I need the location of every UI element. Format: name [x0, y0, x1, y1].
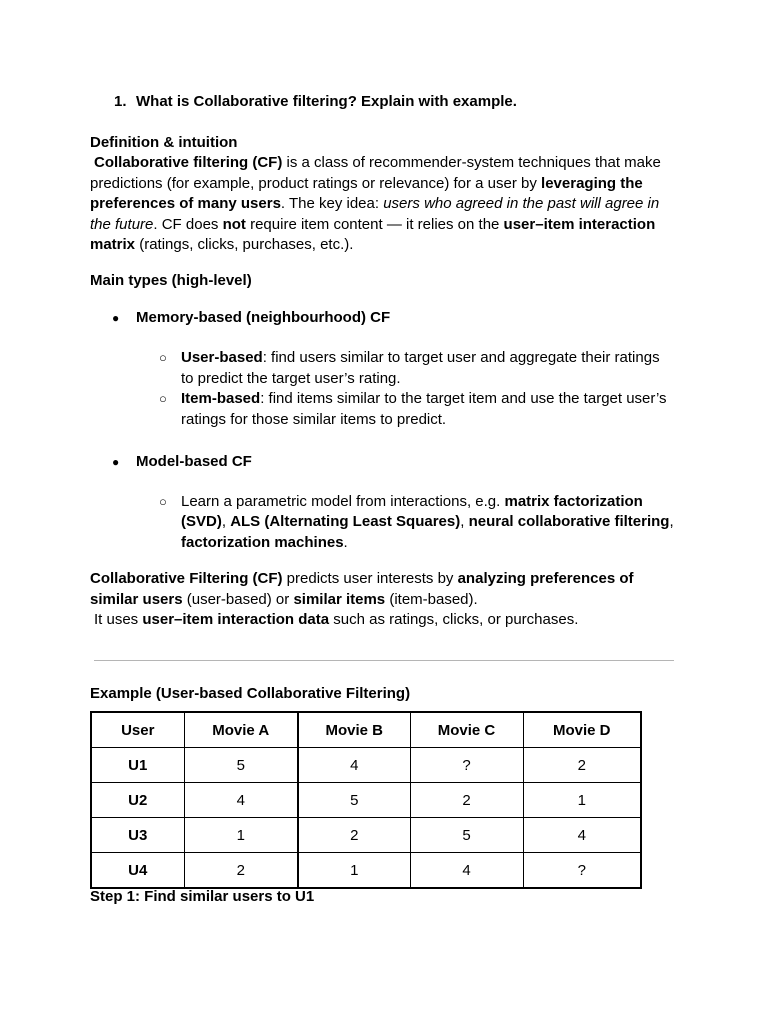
summary-line-3: It uses user–item interaction data such as ratings, clicks, or purchases.	[94, 611, 579, 628]
table-header: Movie B	[298, 712, 410, 748]
step-1-heading: Step 1: Find similar users to U1	[90, 888, 315, 905]
table-cell: 1	[523, 783, 641, 818]
definition-line-1: Collaborative filtering (CF) is a class of recommender-system techniques that make	[94, 154, 661, 171]
table-row	[91, 748, 641, 783]
model-line-2: (SVD), ALS (Alternating Least Squares), neural collaborative filtering,	[181, 513, 674, 530]
table-cell: 1	[298, 853, 410, 889]
item-based-line-2: ratings for those similar items to predict.	[181, 411, 447, 428]
user-based-line-1: User-based: find users similar to target user and aggregate their ratings	[181, 349, 660, 366]
table-row	[91, 853, 641, 889]
user-based-line-2: to predict the target user’s rating.	[181, 370, 401, 387]
table-cell: U4	[91, 853, 184, 889]
table-cell: ?	[523, 853, 641, 889]
sub-bullet-icon: ○	[159, 494, 167, 509]
question-title: What is Collaborative filtering? Explain with example.	[136, 93, 517, 110]
question-number: 1.	[114, 93, 127, 110]
bullet-icon: ●	[112, 455, 120, 469]
sub-bullet-icon: ○	[159, 391, 167, 406]
table-row	[91, 818, 641, 853]
table-cell: 4	[184, 783, 298, 818]
table-header: Movie D	[523, 712, 641, 748]
table-cell: 4	[410, 853, 523, 889]
item-based-line-1: Item-based: find items similar to the target item and use the target user’s	[181, 390, 667, 407]
example-heading: Example (User-based Collaborative Filtering)	[90, 685, 411, 702]
table-cell: U2	[91, 783, 184, 818]
table-cell: U1	[91, 748, 184, 783]
model-based-title: Model-based CF	[136, 453, 252, 470]
table-cell: U3	[91, 818, 184, 853]
types-heading: Main types (high-level)	[90, 272, 252, 289]
table-header: Movie A	[184, 712, 298, 748]
table-cell: 4	[523, 818, 641, 853]
table-cell: 5	[298, 783, 410, 818]
memory-based-title: Memory-based (neighbourhood) CF	[136, 309, 391, 326]
definition-line-3: preferences of many users. The key idea: users who agreed in the past will agree in	[90, 195, 660, 212]
definition-line-2: predictions (for example, product ratings or relevance) for a user by leveraging the	[90, 175, 643, 192]
table-cell: 2	[298, 818, 410, 853]
summary-line-2: similar users (user-based) or similar items (item-based).	[90, 591, 478, 608]
horizontal-divider	[94, 660, 674, 661]
user-item-rating-table	[90, 711, 642, 889]
sub-bullet-icon: ○	[159, 350, 167, 365]
definition-line-5: matrix (ratings, clicks, purchases, etc.).	[90, 236, 354, 253]
table-cell: ?	[410, 748, 523, 783]
table-cell: 5	[184, 748, 298, 783]
table-cell: 1	[184, 818, 298, 853]
table-cell: 2	[523, 748, 641, 783]
table-cell: 2	[410, 783, 523, 818]
table-cell: 4	[298, 748, 410, 783]
summary-line-1: Collaborative Filtering (CF) predicts user interests by analyzing preferences of	[90, 570, 634, 587]
bullet-icon: ●	[112, 311, 120, 325]
table-header: User	[91, 712, 184, 748]
definition-heading: Definition & intuition	[90, 134, 238, 151]
table-header: Movie C	[410, 712, 523, 748]
model-line-1: Learn a parametric model from interactions, e.g. matrix factorization	[181, 493, 643, 510]
table-header-row	[91, 712, 641, 748]
model-line-3: factorization machines.	[181, 534, 348, 551]
table-row	[91, 783, 641, 818]
definition-line-4: the future. CF does not require item content — it relies on the user–item interaction	[90, 216, 656, 233]
table-cell: 2	[184, 853, 298, 889]
table-cell: 5	[410, 818, 523, 853]
